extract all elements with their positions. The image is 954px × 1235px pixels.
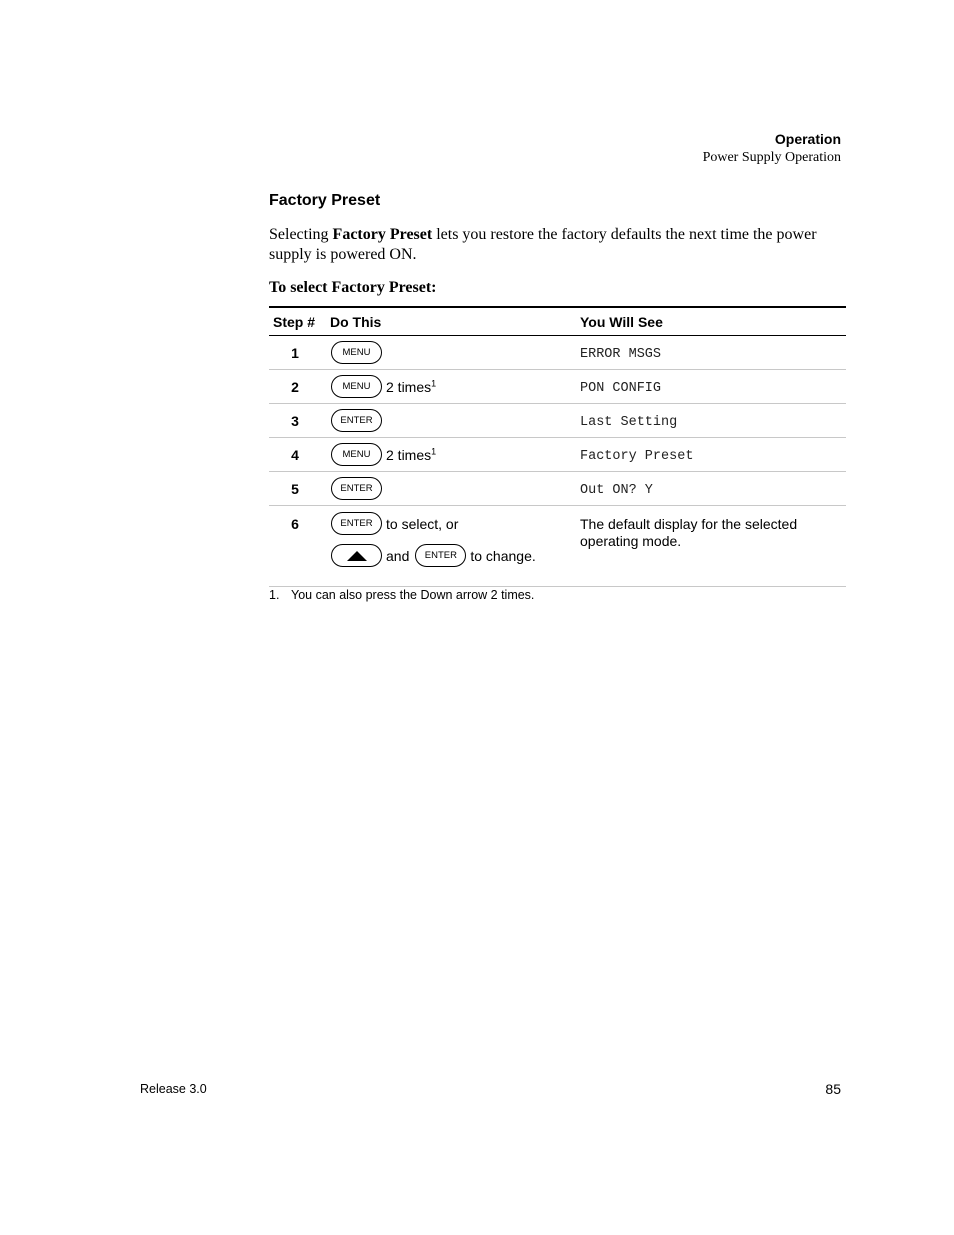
display-text: ERROR MSGS: [580, 347, 662, 362]
display-text: The default display for the selected operating mode.: [580, 516, 798, 549]
instruction-line-1: [331, 512, 536, 535]
col-header-step: Step #: [273, 314, 316, 330]
menu-key-icon: MENU: [331, 375, 382, 398]
display-text: Last Setting: [580, 415, 678, 430]
instruction-times: 2 times: [386, 446, 432, 463]
step-number: 5: [291, 481, 299, 497]
menu-key-icon: MENU: [331, 341, 382, 364]
instruction-and: and: [386, 547, 410, 564]
display-text: PON CONFIG: [580, 381, 662, 396]
do-this-cell: [331, 512, 536, 567]
do-this-cell: [331, 409, 382, 432]
step-number: 3: [291, 413, 299, 429]
intro-paragraph: [269, 225, 829, 265]
do-this-cell: [331, 443, 436, 466]
enter-key-icon: ENTER: [331, 409, 382, 432]
step-number: 4: [291, 447, 299, 463]
col-header-you-will-see: You Will See: [580, 314, 663, 330]
enter-key-icon: ENTER: [331, 477, 382, 500]
table-row: [269, 404, 846, 438]
instruction-text: [386, 379, 436, 395]
up-arrow-key-icon: [331, 544, 382, 567]
procedure-title: To select Factory Preset:: [269, 279, 437, 296]
instruction-text: to select, or: [386, 515, 459, 532]
footer-release: Release 3.0: [140, 1082, 207, 1096]
footnote: [269, 588, 534, 602]
intro-after: lets you restore the factory defaults the next time the power supply is powered ON.: [269, 226, 817, 263]
step-number: 2: [291, 379, 299, 395]
footnote-ref: 1: [431, 378, 437, 389]
enter-key-icon: ENTER: [415, 544, 466, 567]
table-row: [269, 438, 846, 472]
do-this-cell: [331, 341, 382, 364]
footnote-text: You can also press the Down arrow 2 times.: [291, 588, 535, 602]
intro-before: Selecting: [269, 226, 333, 243]
do-this-cell: [331, 477, 382, 500]
table-row: [269, 506, 846, 587]
menu-key-icon: MENU: [331, 443, 382, 466]
running-header-section: Operation: [774, 131, 841, 147]
display-text: Factory Preset: [580, 449, 694, 464]
table-header: [269, 306, 846, 336]
step-number: 6: [291, 516, 299, 532]
instruction-times: 2 times: [386, 378, 432, 395]
col-header-do-this: Do This: [330, 314, 382, 330]
instruction-text: [386, 447, 436, 463]
footnote-number: 1.: [269, 588, 280, 602]
table-row: [269, 370, 846, 404]
section-title: Factory Preset: [269, 192, 381, 209]
enter-key-icon: ENTER: [331, 512, 382, 535]
footnote-ref: 1: [431, 446, 437, 457]
do-this-cell: [331, 375, 436, 398]
table-row: [269, 336, 846, 370]
intro-bold-term: Factory Preset: [332, 226, 433, 243]
step-number: 1: [291, 345, 299, 361]
instruction-text: to change.: [470, 547, 536, 564]
steps-table: [269, 306, 846, 587]
running-header-subsection: Power Supply Operation: [702, 150, 841, 165]
page-number: 85: [825, 1081, 841, 1097]
table-row: [269, 472, 846, 506]
display-text: Out ON? Y: [580, 483, 653, 498]
instruction-line-2: [331, 544, 536, 567]
